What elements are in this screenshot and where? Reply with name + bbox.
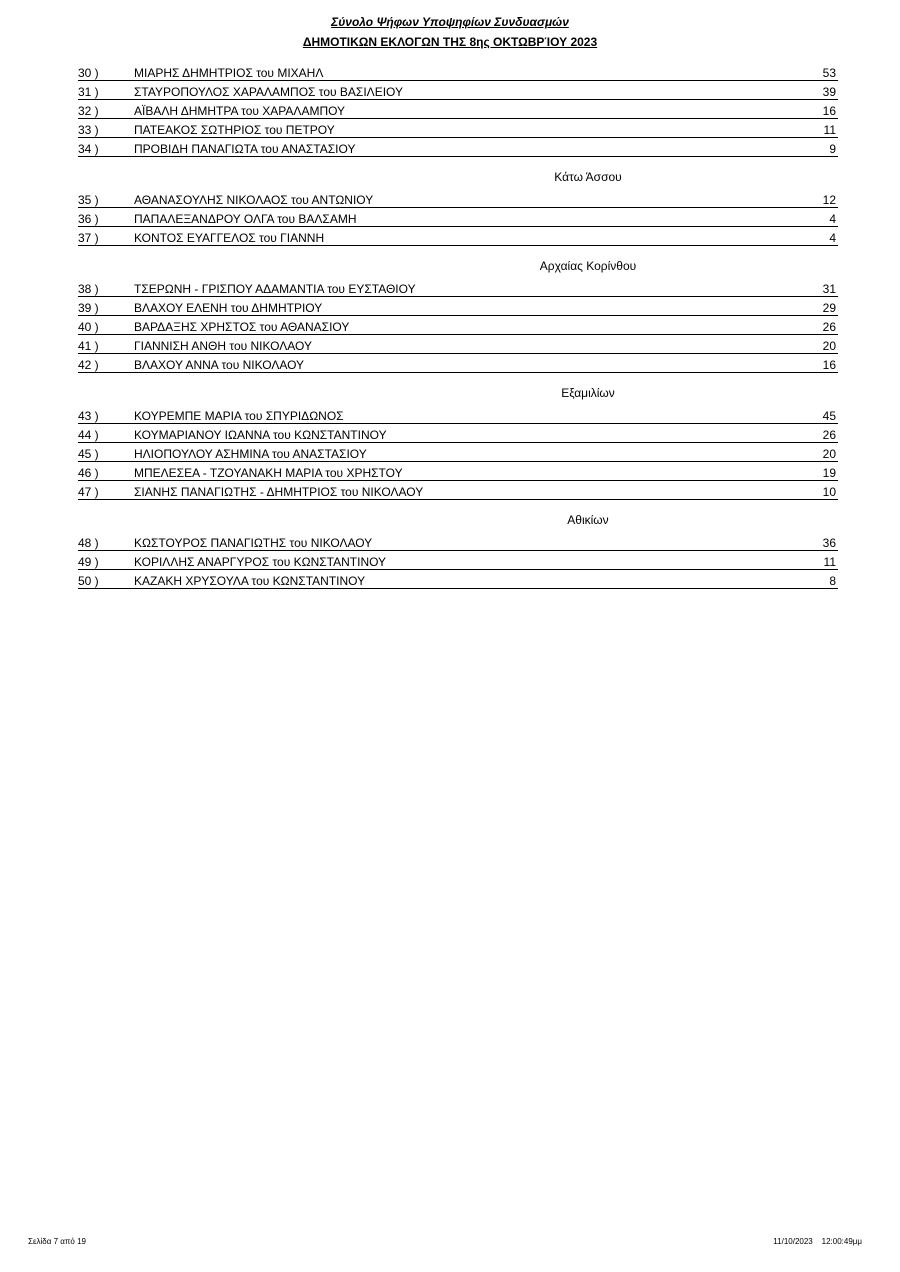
- document-title: Σύνολο Ψήφων Υποψηφίων Συνδυασμών: [331, 15, 569, 29]
- document-subtitle: ΔΗΜΟΤΙΚΩΝ ΕΚΛΟΓΩΝ ΤΗΣ 8ης ΟΚΤΩΒΡΊΟΥ 2023: [302, 35, 598, 49]
- table-row: [78, 462, 838, 481]
- section-title: Αθικίων: [567, 513, 609, 527]
- section: [78, 512, 838, 589]
- candidate-number: 39 ): [78, 301, 99, 315]
- candidate-name: ΓΙΑΝΝΙΣΗ ΑΝΘΗ του ΝΙΚΟΛΑΟΥ: [134, 339, 312, 353]
- candidate-votes: 20: [822, 339, 836, 353]
- candidate-number: 30 ): [78, 66, 99, 80]
- table-row: [78, 424, 838, 443]
- table-row: [78, 278, 838, 297]
- candidate-name: ΚΟΥΡΕΜΠΕ ΜΑΡΙΑ του ΣΠΥΡΙΔΩΝΟΣ: [134, 409, 344, 423]
- candidate-votes: 9: [829, 142, 836, 156]
- candidate-name: ΑΘΑΝΑΣΟΥΛΗΣ ΝΙΚΟΛΑΟΣ του ΑΝΤΩΝΙΟΥ: [134, 193, 374, 207]
- candidate-number: 35 ): [78, 193, 99, 207]
- candidate-number: 34 ): [78, 142, 99, 156]
- table-row: [78, 316, 838, 335]
- table-row: [78, 335, 838, 354]
- candidate-votes: 12: [822, 193, 836, 207]
- candidate-number: 44 ): [78, 428, 99, 442]
- table-row: [78, 354, 838, 373]
- candidate-name: ΗΛΙΟΠΟΥΛΟΥ ΑΣΗΜΙΝΑ του ΑΝΑΣΤΑΣΙΟΥ: [134, 447, 367, 461]
- table-row: [78, 62, 838, 81]
- candidate-number: 41 ): [78, 339, 99, 353]
- page-number: Σελίδα 7 από 19: [28, 1237, 86, 1246]
- candidate-votes: 53: [822, 66, 836, 80]
- candidate-number: 33 ): [78, 123, 99, 137]
- candidate-name: ΒΛΑΧΟΥ ΑΝΝΑ του ΝΙΚΟΛΑΟΥ: [134, 358, 305, 372]
- candidate-number: 31 ): [78, 85, 99, 99]
- table-row: [78, 551, 838, 570]
- candidate-number: 43 ): [78, 409, 99, 423]
- section: [78, 62, 838, 157]
- candidate-number: 46 ): [78, 466, 99, 480]
- candidate-votes: 16: [822, 358, 836, 372]
- candidate-name: ΚΟΥΜΑΡΙΑΝΟΥ ΙΩΑΝΝΑ του ΚΩΝΣΤΑΝΤΙΝΟΥ: [134, 428, 387, 442]
- table-row: [78, 138, 838, 157]
- candidate-votes: 11: [823, 123, 836, 137]
- candidate-votes: 36: [822, 536, 836, 550]
- candidate-votes: 26: [822, 320, 836, 334]
- candidate-number: 48 ): [78, 536, 99, 550]
- candidate-votes: 29: [822, 301, 836, 315]
- table-row: [78, 227, 838, 246]
- candidate-name: ΤΣΕΡΩΝΗ - ΓΡΙΣΠΟΥ ΑΔΑΜΑΝΤΙΑ του ΕΥΣΤΑΘΙΟΥ: [134, 282, 416, 296]
- section: [78, 385, 838, 500]
- section-title: Αρχαίας Κορίνθου: [539, 259, 637, 273]
- candidate-votes: 45: [822, 409, 836, 423]
- candidate-name: ΜΠΕΛΕΣΕΑ - ΤΖΟΥΑΝΑΚΗ ΜΑΡΙΑ του ΧΡΗΣΤΟΥ: [134, 466, 403, 480]
- candidate-name: ΚΩΣΤΟΥΡΟΣ ΠΑΝΑΓΙΩΤΗΣ του ΝΙΚΟΛΑΟΥ: [134, 536, 373, 550]
- candidate-votes: 26: [822, 428, 836, 442]
- candidate-number: 42 ): [78, 358, 99, 372]
- candidate-votes: 11: [823, 555, 836, 569]
- candidate-name: ΒΛΑΧΟΥ ΕΛΕΝΗ του ΔΗΜΗΤΡΙΟΥ: [134, 301, 323, 315]
- table-row: [78, 570, 838, 589]
- section-title: Εξαμιλίων: [561, 386, 615, 400]
- candidate-votes: 39: [822, 85, 836, 99]
- section: [78, 169, 838, 246]
- candidate-name: ΠΑΠΑΛΕΞΑΝΔΡΟΥ ΟΛΓΑ του ΒΑΛΣΑΜΗ: [134, 212, 357, 226]
- table-row: [78, 405, 838, 424]
- table-row: [78, 208, 838, 227]
- table-row: [78, 81, 838, 100]
- table-row: [78, 100, 838, 119]
- candidate-votes: 19: [822, 466, 836, 480]
- candidate-number: 32 ): [78, 104, 99, 118]
- table-row: [78, 443, 838, 462]
- candidate-name: ΣΤΑΥΡΟΠΟΥΛΟΣ ΧΑΡΑΛΑΜΠΟΣ του ΒΑΣΙΛΕΙΟΥ: [134, 85, 403, 99]
- candidate-name: ΣΙΑΝΗΣ ΠΑΝΑΓΙΩΤΗΣ - ΔΗΜΗΤΡΙΟΣ του ΝΙΚΟΛΑΟΥ: [134, 485, 424, 499]
- candidate-number: 50 ): [78, 574, 99, 588]
- candidate-name: ΠΡΟΒΙΔΗ ΠΑΝΑΓΙΩΤΑ του ΑΝΑΣΤΑΣΙΟΥ: [134, 142, 356, 156]
- candidate-name: ΠΑΤΕΑΚΟΣ ΣΩΤΗΡΙΟΣ του ΠΕΤΡΟΥ: [134, 123, 335, 137]
- candidate-votes: 4: [829, 231, 836, 245]
- candidate-number: 36 ): [78, 212, 99, 226]
- candidate-votes-list: [78, 62, 838, 601]
- candidate-votes: 20: [822, 447, 836, 461]
- candidate-number: 49 ): [78, 555, 99, 569]
- candidate-name: ΚΟΡΙΛΛΗΣ ΑΝΑΡΓΥΡΟΣ του ΚΩΝΣΤΑΝΤΙΝΟΥ: [134, 555, 387, 569]
- section-title: Κάτω Άσσου: [554, 170, 622, 184]
- candidate-name: ΚΟΝΤΟΣ ΕΥΑΓΓΕΛΟΣ του ΓΙΑΝΝΗ: [134, 231, 325, 245]
- table-row: [78, 189, 838, 208]
- candidate-number: 37 ): [78, 231, 99, 245]
- candidate-name: ΑΪΒΑΛΗ ΔΗΜΗΤΡΑ του ΧΑΡΑΛΑΜΠΟΥ: [134, 104, 346, 118]
- candidate-number: 47 ): [78, 485, 99, 499]
- candidate-votes: 4: [829, 212, 836, 226]
- candidate-votes: 31: [822, 282, 836, 296]
- candidate-name: ΜΙΑΡΗΣ ΔΗΜΗΤΡΙΟΣ του ΜΙΧΑΗΛ: [134, 66, 324, 80]
- candidate-votes: 16: [822, 104, 836, 118]
- candidate-number: 38 ): [78, 282, 99, 296]
- section: [78, 258, 838, 373]
- table-row: [78, 119, 838, 138]
- candidate-number: 40 ): [78, 320, 99, 334]
- table-row: [78, 297, 838, 316]
- print-datetime: 11/10/2023 12:00:49μμ: [773, 1237, 862, 1246]
- document-header: [0, 14, 900, 50]
- candidate-votes: 8: [829, 574, 836, 588]
- candidate-name: ΒΑΡΔΑΞΗΣ ΧΡΗΣΤΟΣ του ΑΘΑΝΑΣΙΟΥ: [134, 320, 350, 334]
- table-row: [78, 481, 838, 500]
- table-row: [78, 532, 838, 551]
- candidate-name: ΚΑΖΑΚΗ ΧΡΥΣΟΥΛΑ του ΚΩΝΣΤΑΝΤΙΝΟΥ: [134, 574, 366, 588]
- candidate-votes: 10: [822, 485, 836, 499]
- candidate-number: 45 ): [78, 447, 99, 461]
